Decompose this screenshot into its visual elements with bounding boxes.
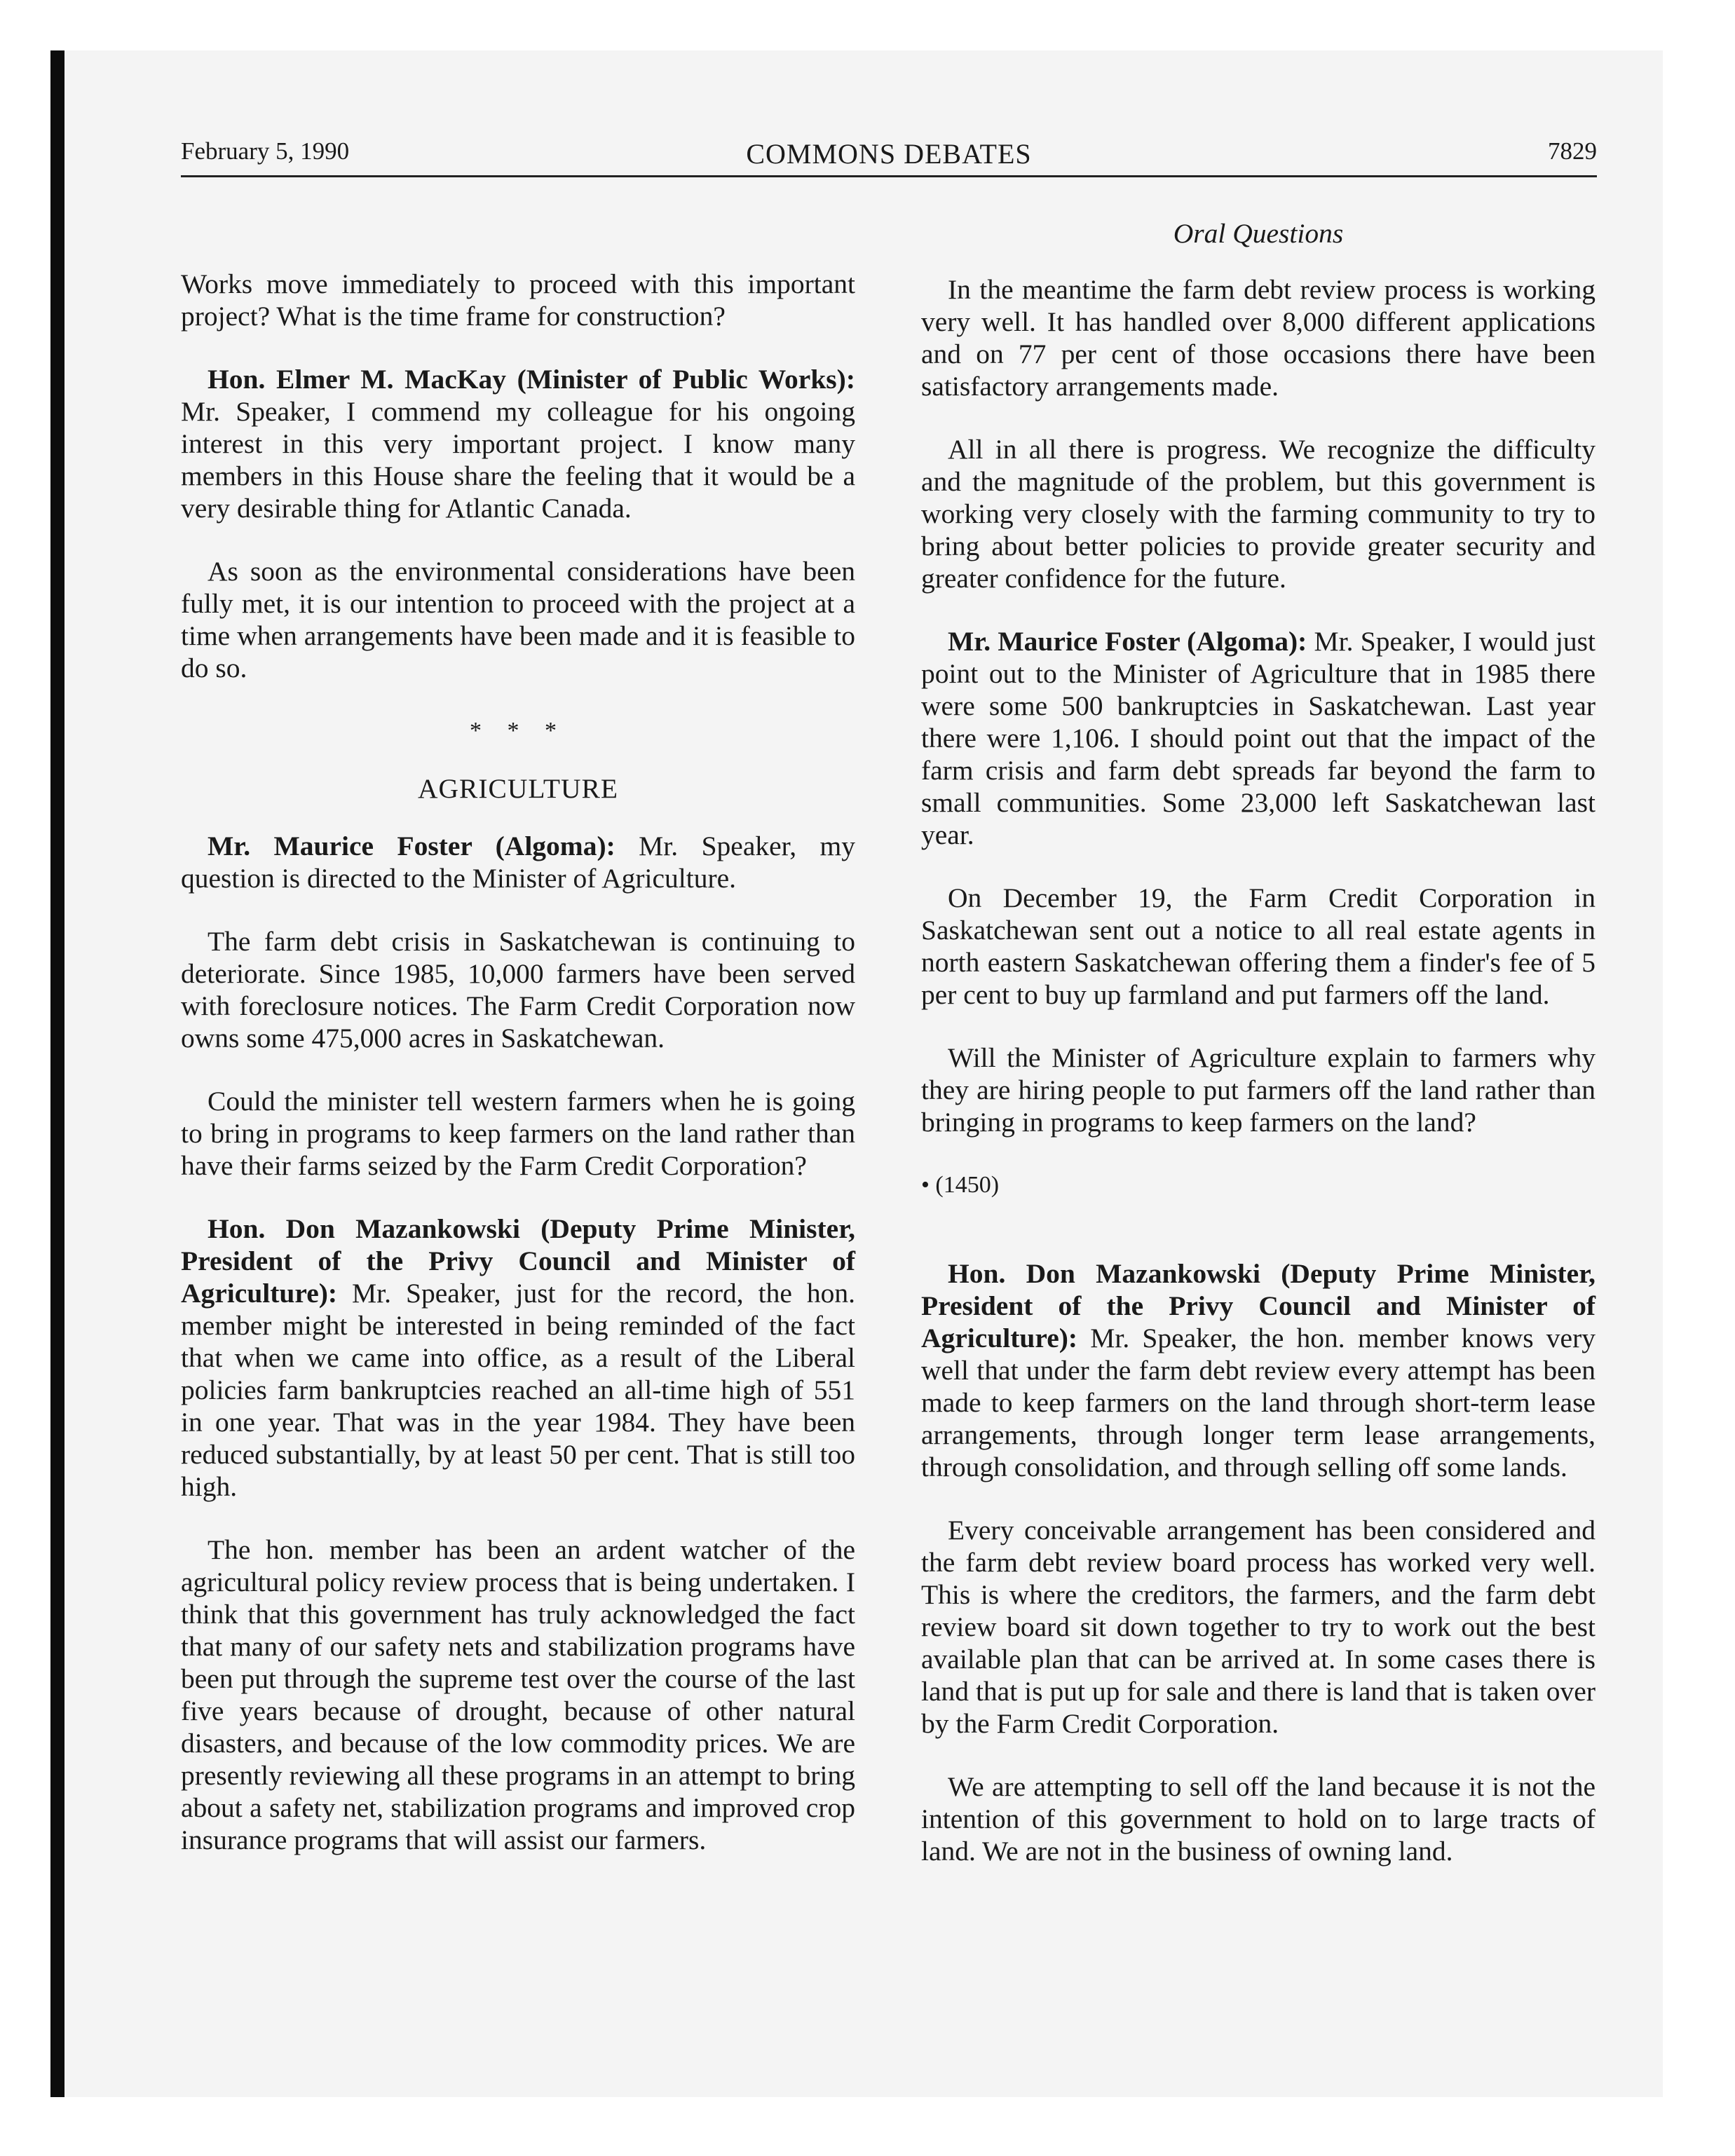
speech-text: Mr. Speaker, just for the record, the hon. member might be interested in being reminded of the fact that when we came into office, as a result of the Liberal policies farm bankruptcies reached an all-time high of 551 in one year. That was in the year 1984. They have been reduced substantially, by at least 50 per cent. That is still too high.	[181, 1278, 855, 1502]
speaker-name: Mr. Maurice Foster (Algoma):	[948, 626, 1307, 657]
paragraph: Could the minister tell western farmers when he is going to bring in programs to keep farmers on the land rather than have their farms seized by the Farm Credit Corporation?	[181, 1086, 855, 1181]
timestamp: • (1450)	[921, 1172, 1000, 1198]
header-rule	[181, 175, 1597, 177]
left-column	[181, 268, 855, 1887]
paragraph: All in all there is progress. We recognize the difficulty and the magnitude of the problem, but this government is working very closely with the farming community to try to bring about better policies to provide greater security and greater confidence for the future.	[921, 434, 1595, 594]
scan-binding-edge	[50, 50, 64, 2097]
speaker-name: Mr. Maurice Foster (Algoma):	[207, 831, 615, 861]
speaker-name: Hon. Don Mazankowski (Deputy Prime Minister, President of the Privy Council and Minister of Agriculture):	[181, 1213, 855, 1309]
page-number: 7829	[1548, 137, 1597, 165]
right-column	[921, 217, 1595, 1898]
speaker-name: Hon. Don Mazankowski (Deputy Prime Minister, President of the Privy Council and Minister of Agriculture):	[921, 1258, 1595, 1353]
paragraph: Every conceivable arrangement has been considered and the farm debt review board process has worked very well. This is where the creditors, the farmers, and the farm debt review board sit down together to try to work out the best available plan that can be arrived at. In some cases there is land that is put up for sale and there is land that is taken over by the Farm Credit Corporation.	[921, 1515, 1595, 1739]
speech-paragraph	[181, 830, 855, 894]
speech-paragraph	[921, 1257, 1595, 1483]
speech-text: Mr. Speaker, I would just point out to the Minister of Agriculture that in 1985 there were some 500 bankruptcies in Saskatchewan. Last year there were 1,106. I should point out that the impact of the farm crisis and farm debt spreads far beyond the farm to small communities. Some 23,000 left Saskatchewan last year.	[921, 626, 1595, 850]
header-title: COMMONS DEBATES	[746, 138, 1032, 170]
section-label: Oral Questions	[1173, 218, 1344, 249]
speech-paragraph	[921, 625, 1595, 851]
speech-paragraph	[181, 1213, 855, 1503]
paragraph: Will the Minister of Agriculture explain to farmers why they are hiring people to put farmers off the land rather than bringing in programs to keep farmers on the land?	[921, 1042, 1595, 1138]
header-date: February 5, 1990	[181, 137, 350, 165]
section-divider: * * *	[470, 718, 566, 744]
paragraph: The farm debt crisis in Saskatchewan is continuing to deteriorate. Since 1985, 10,000 farmers have been served with foreclosure notices. The Farm Credit Corporation now owns some 475,000 acres in Saskatchewan.	[181, 926, 855, 1053]
paragraph: We are attempting to sell off the land because it is not the intention of this government to hold on to large tracts of land. We are not in the business of owning land.	[921, 1771, 1595, 1867]
running-header	[181, 137, 1597, 179]
paragraph: The hon. member has been an ardent watcher of the agricultural policy review process that is being undertaken. I think that this government has truly acknowledged the fact that many of our safety nets and stabilization programs have been put through the supreme test over the course of the last five years because of drought, because of other natural disasters, and because of the low commodity prices. We are presently reviewing all these programs in an attempt to bring about a safety net, stabilization programs and improved crop insurance programs that will assist our farmers.	[181, 1534, 856, 1855]
speech-text: Mr. Speaker, the hon. member knows very well that under the farm debt review every attempt has been made to keep farmers on the land through short-term lease arrangements, through longer term lease arrangements, through consolidation, and through selling off some lands.	[921, 1323, 1595, 1482]
section-heading: AGRICULTURE	[417, 773, 619, 804]
speaker-name: Hon. Elmer M. MacKay (Minister of Public Works):	[207, 364, 855, 395]
speech-text: Mr. Speaker, I commend my colleague for his ongoing interest in this very important project. I know many members in this House share the feeling that it would be a very desirable thing for Atlantic Canada.	[181, 396, 855, 524]
paragraph: On December 19, the Farm Credit Corporation in Saskatchewan sent out a notice to all real estate agents in north eastern Saskatchewan offering them a finder's fee of 5 per cent to buy up farmland and put farmers off the land.	[921, 882, 1595, 1010]
paragraph: Works move immediately to proceed with this important project? What is the time frame for construction?	[181, 268, 855, 332]
paragraph: As soon as the environmental considerations have been fully met, it is our intention to proceed with the project at a time when arrangements have been made and it is feasible to do so.	[181, 556, 855, 683]
speech-paragraph	[181, 363, 855, 524]
speech-text: Mr. Speaker, my question is directed to the Minister of Agriculture.	[181, 831, 855, 894]
paragraph: In the meantime the farm debt review process is working very well. It has handled over 8,000 different applications and on 77 per cent of those occasions there have been satisfactory arrangements made.	[921, 274, 1595, 402]
